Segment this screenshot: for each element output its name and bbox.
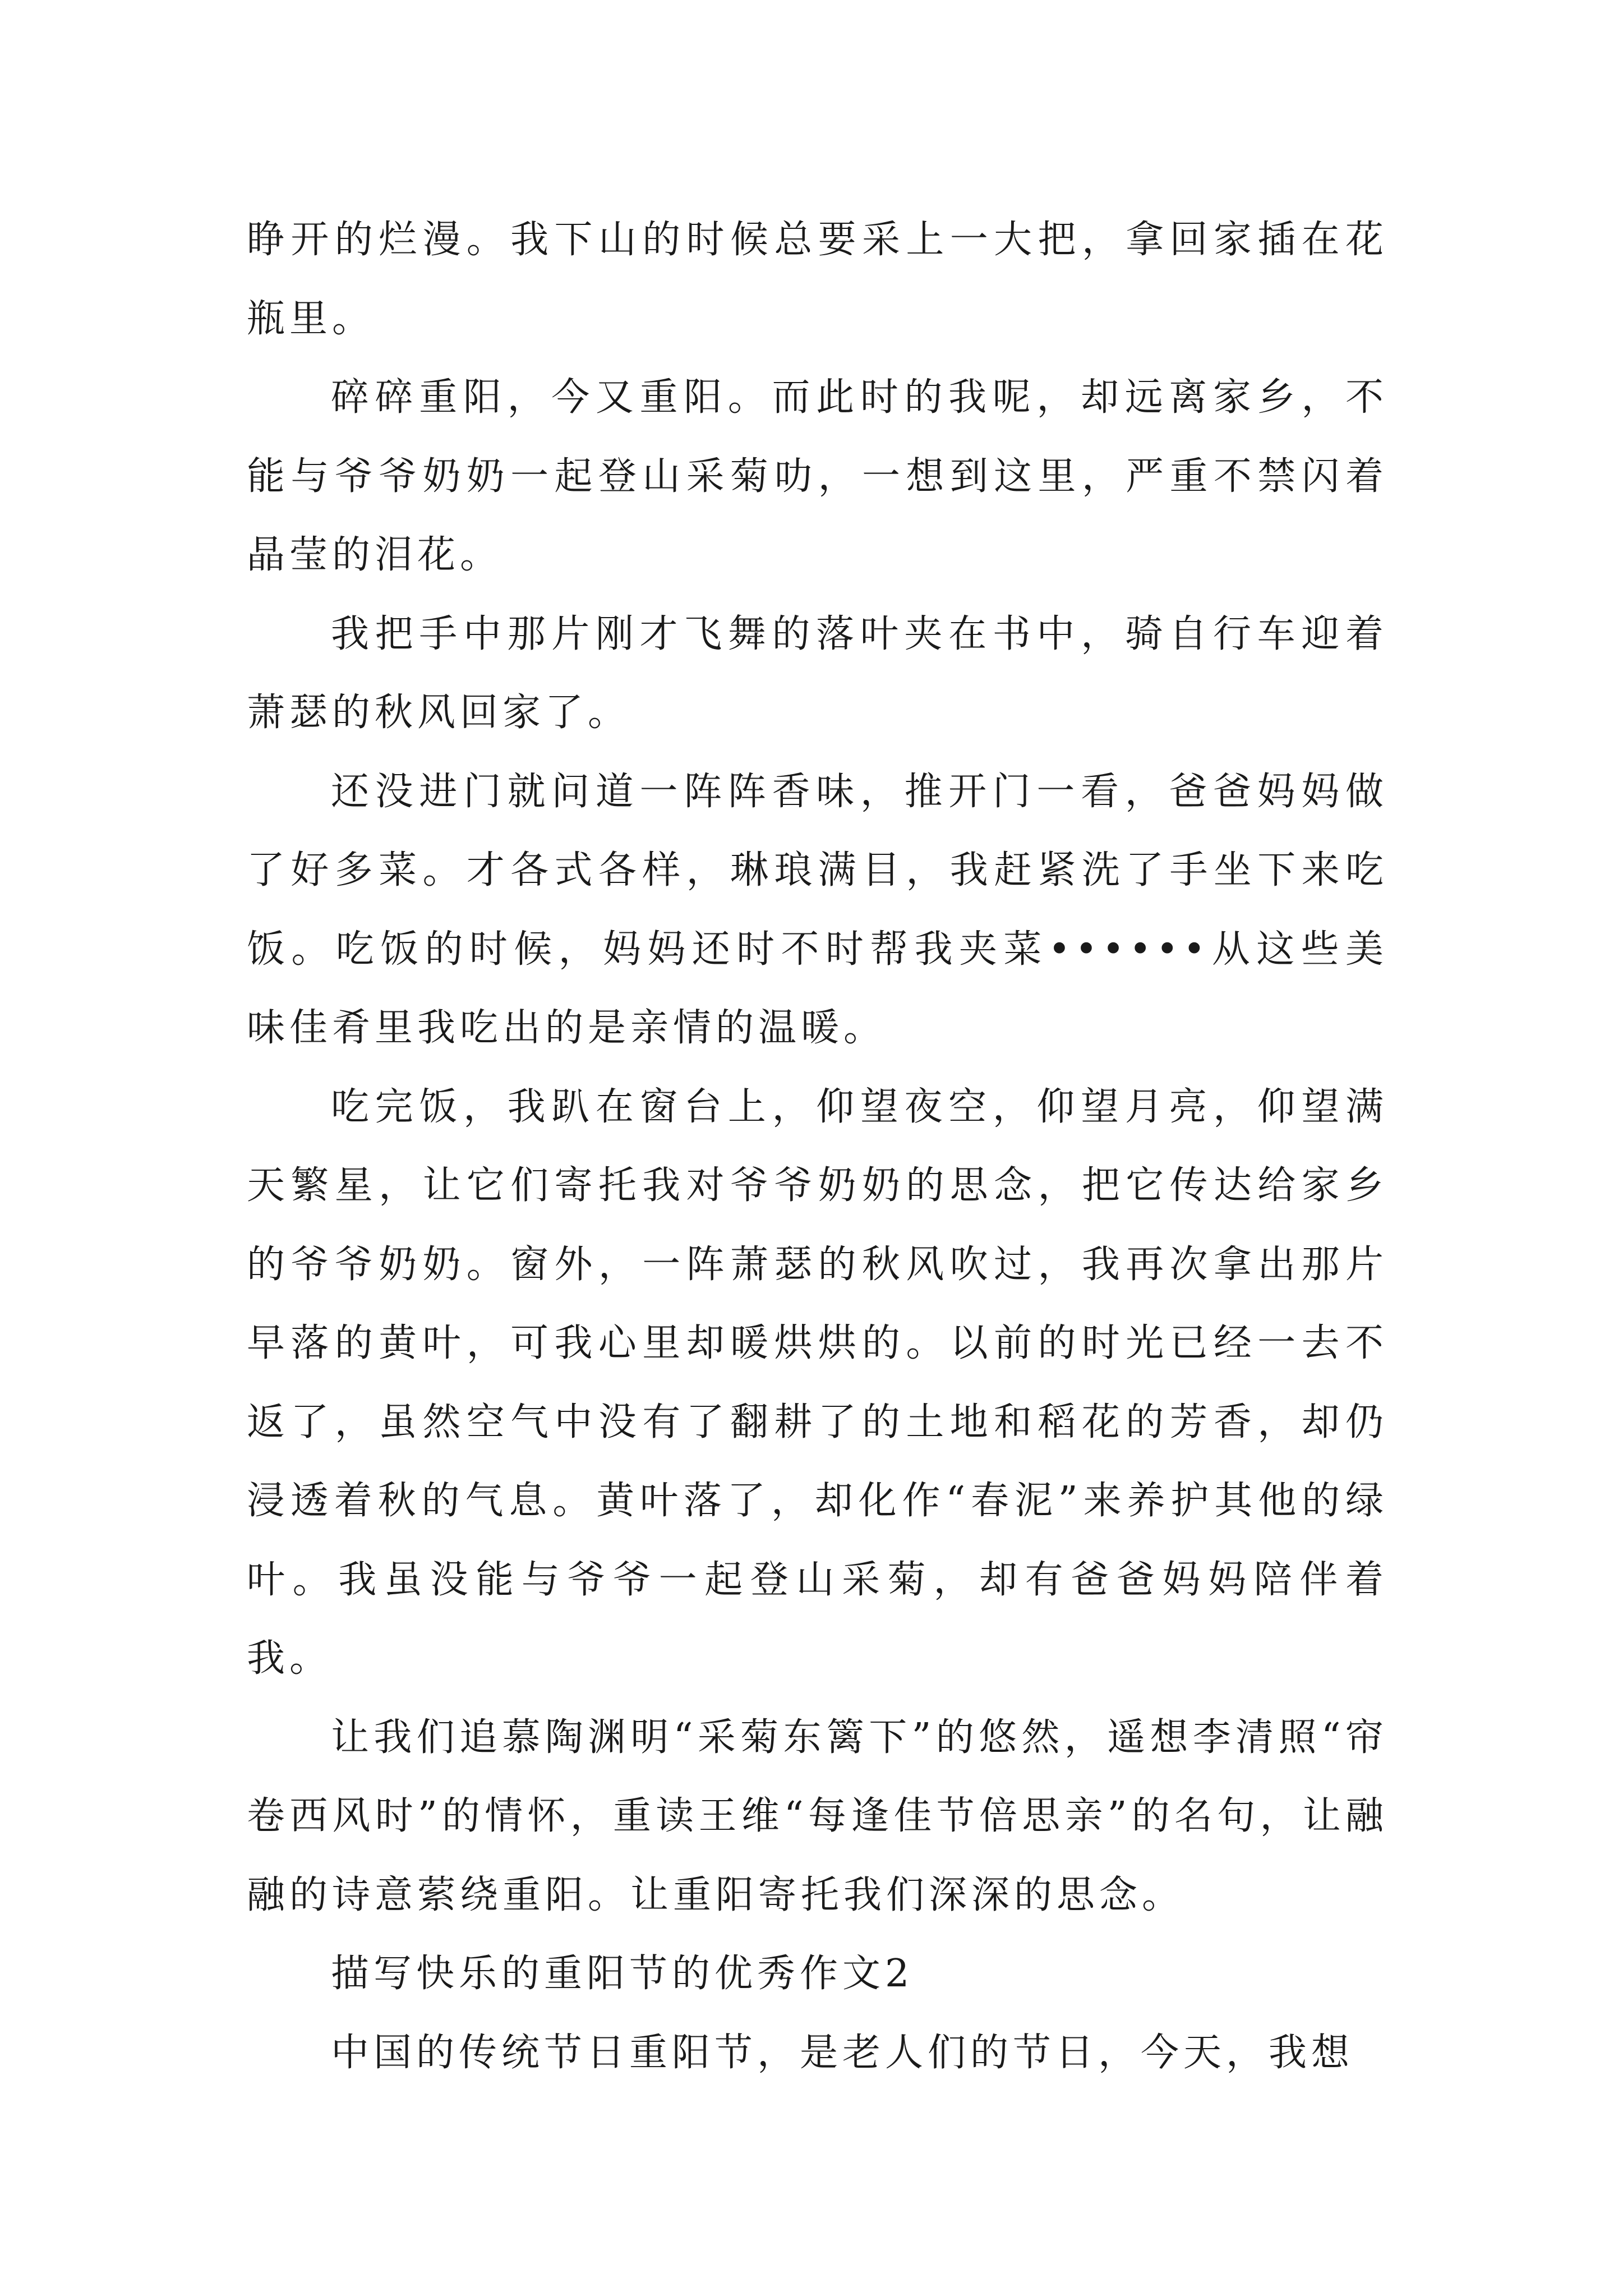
paragraph: 吃完饭，我趴在窗台上，仰望夜空，仰望月亮，仰望满天繁星，让它们寄托我对爷爷奶奶的思念，把它传达给家乡的爷爷奶奶。窗外，一阵萧瑟的秋风吹过，我再次拿出那片早落的黄叶，可我心里却暖烘烘的。以前的时光已经一去不返了，虽然空气中没有了翻耕了的土地和稻花的芳香，却仍浸透着秋的气息。黄叶落了，却化作“春泥”来养护其他的绿叶。我虽没能与爷爷一起登山采菊，却有爸爸妈妈陪伴着我。 — [247, 1084, 1388, 1681]
paragraph: 让我们追慕陶渊明“采菊东篱下”的悠然，遥想李清照“帘卷西风时”的情怀，重读王维“每逢佳节倍思亲”的名句，让融融的诗意萦绕重阳。让重阳寄托我们深深的思念。 — [247, 1715, 1388, 1917]
section-heading: 描写快乐的重阳节的优秀作文2 — [331, 1952, 914, 1996]
paragraph: 中国的传统节日重阳节，是老人们的节日，今天，我想 — [331, 2030, 1354, 2075]
paragraph: 碎碎重阳，今又重阳。而此时的我呢，却远离家乡，不能与爷爷奶奶一起登山采菊叻，一想到这里，严重不禁闪着晶莹的泪花。 — [247, 375, 1388, 577]
document-body — [247, 201, 1388, 2092]
paragraph: 还没进门就问道一阵阵香味，推开门一看，爸爸妈妈做了好多菜。才各式各样，琳琅满目，我赶紧洗了手坐下来吃饭。吃饭的时候，妈妈还时不时帮我夹菜••••••从这些美味佳肴里我吃出的是亲情的温暖。 — [247, 769, 1388, 1050]
paragraph: 睁开的烂漫。我下山的时候总要采上一大把，拿回家插在花瓶里。 — [247, 218, 1388, 341]
paragraph: 我把手中那片刚才飞舞的落叶夹在书中，骑自行车迎着萧瑟的秋风回家了。 — [247, 611, 1388, 735]
